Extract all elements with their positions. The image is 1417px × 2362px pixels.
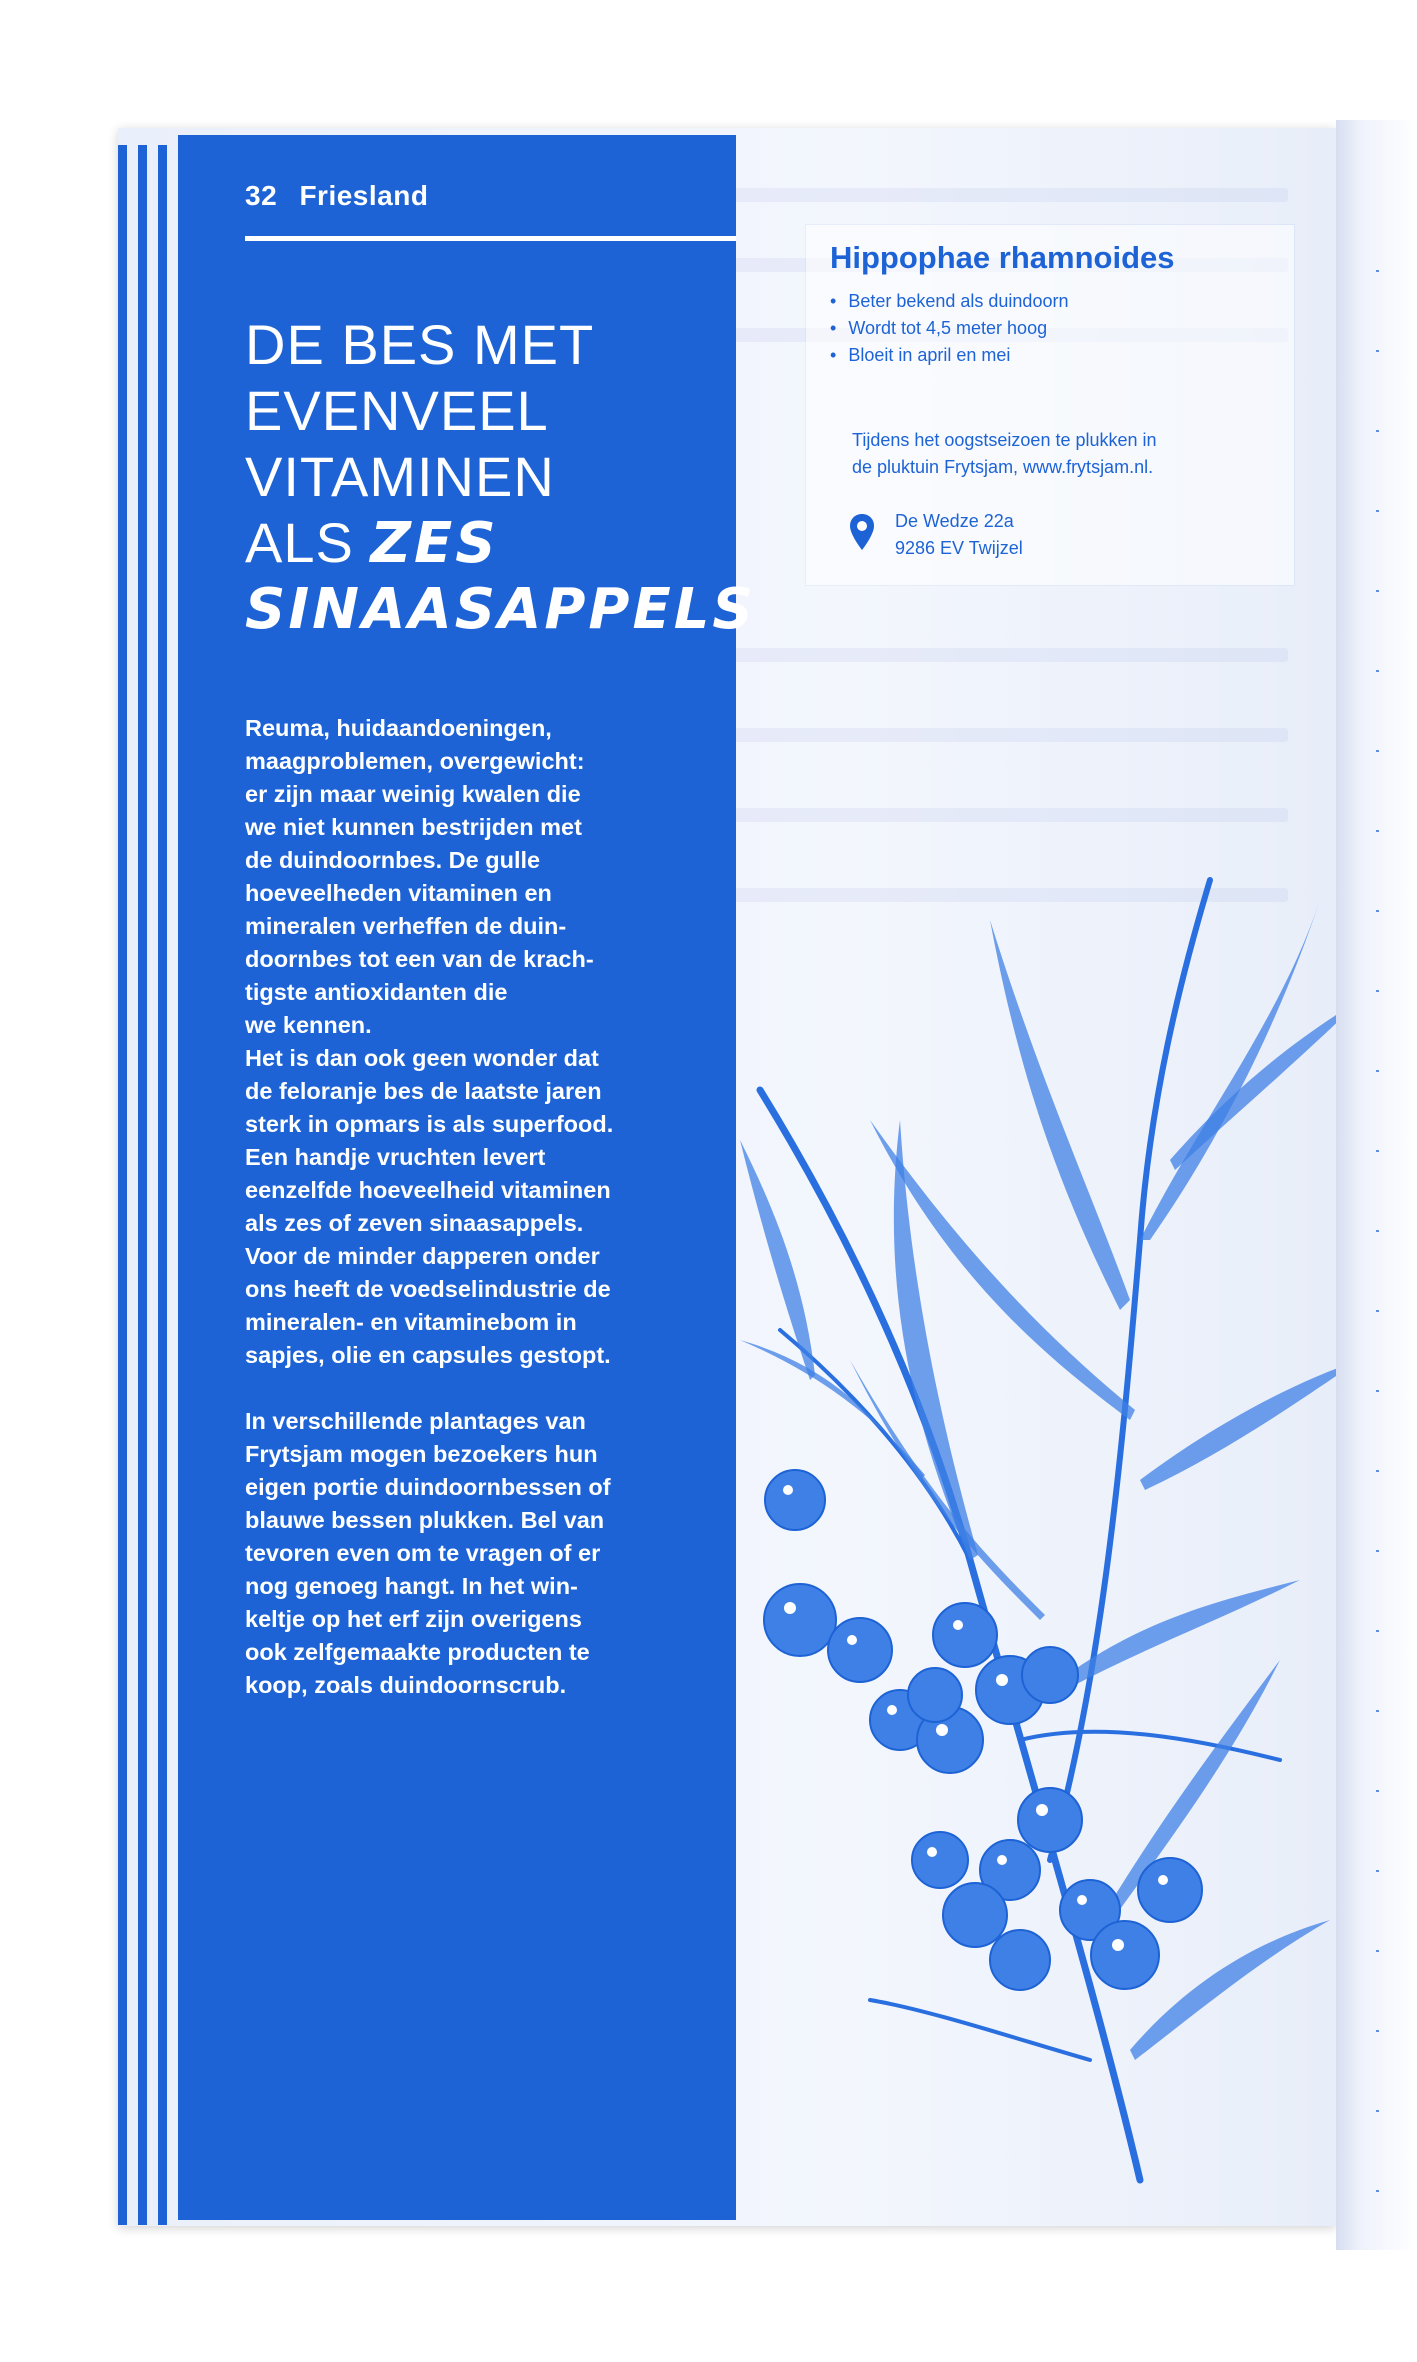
article-title	[245, 312, 756, 643]
address	[895, 508, 1023, 562]
side-branch	[870, 2000, 1090, 2060]
info-facts-list	[830, 288, 1068, 369]
next-page-marks	[1376, 270, 1379, 2220]
berries	[764, 1470, 1202, 1990]
sea-buckthorn-illustration	[720, 860, 1360, 2260]
faint-background-row	[728, 728, 1288, 742]
body-paragraph: Reuma, huidaandoeningen, maagproblemen, overgewicht: er zijn maar weinig kwalen die we niet kunnen bestrijden met de duindoornbes. De gulle hoeveelheden vitaminen en mineralen verheffen de duin- doornbes tot een van de krach- tigste antioxidanten die we kennen. Het is dan ook geen wonder dat de feloranje bes de laatste jaren sterk in opmars is als superfood. Een handje vruchten levert eenzelfde hoeveelheid vitaminen als zes of zeven sinaasappels. Voor de minder dapperen onder ons heeft de voedselindustrie de mineralen- en vitaminebom in sapjes, olie en capsules gestopt.	[245, 715, 614, 1368]
title-line: DE BES MET	[245, 313, 595, 376]
berry	[1018, 1788, 1082, 1852]
title-handwritten-line: SINAASAPPELS	[245, 577, 756, 642]
leaf	[1130, 1920, 1330, 2060]
body-paragraph: In verschillende plantages van Frytsjam mogen bezoekers hun eigen portie duindoornbessen of blauwe bessen plukken. Bel van tevoren even om te vragen of er nog genoeg hangt. In het win- keltje op het erf zijn overigens ook zelfgemaakte producten te koop, zoals duindoornscrub.	[245, 1408, 611, 1698]
leaf	[990, 920, 1130, 1310]
side-branch	[1020, 1732, 1280, 1760]
berry	[764, 1584, 836, 1656]
info-box	[806, 225, 1294, 585]
title-line: VITAMINEN	[245, 445, 555, 508]
article-body	[245, 712, 665, 1735]
title-handwritten-word: ZES	[370, 511, 499, 576]
berry	[1138, 1858, 1202, 1922]
address-street: De Wedze 22a	[895, 511, 1014, 531]
list-item: • Bloeit in april en mei	[830, 342, 1068, 369]
berry	[990, 1930, 1050, 1990]
title-line: EVENVEEL	[245, 379, 549, 442]
leaf	[1140, 1360, 1360, 1490]
leaves	[740, 900, 1360, 2060]
berry	[1091, 1921, 1159, 1989]
harvest-note: Tijdens het oogstseizoen te plukken in de pluktuin Frytsjam, www.frytsjam.nl.	[852, 430, 1157, 477]
berry	[1022, 1647, 1078, 1703]
address-postcode: 9286 EV Twijzel	[895, 538, 1023, 558]
list-item: • Wordt tot 4,5 meter hoog	[830, 315, 1068, 342]
info-box-title: Hippophae rhamnoides	[830, 240, 1175, 275]
leaf	[1140, 900, 1320, 1240]
faint-background-row	[728, 188, 1288, 202]
list-item: • Beter bekend als duindoorn	[830, 288, 1068, 315]
berry	[912, 1832, 968, 1888]
section-name: Friesland	[299, 180, 429, 211]
faint-background-row	[728, 648, 1288, 662]
title-line	[245, 510, 685, 577]
next-page-edge	[1336, 120, 1417, 2250]
running-header	[245, 180, 428, 212]
faint-background-row	[728, 808, 1288, 822]
page-number: 32	[245, 180, 278, 211]
decorative-stripe	[158, 145, 167, 2225]
berry	[943, 1883, 1007, 1947]
berry	[908, 1668, 962, 1722]
header-rule	[245, 236, 736, 241]
decorative-stripe	[138, 145, 147, 2225]
berry	[765, 1470, 825, 1530]
berry	[933, 1603, 997, 1667]
decorative-stripe	[118, 145, 127, 2225]
title-word: ALS	[245, 511, 354, 574]
location-pin-icon	[849, 513, 875, 551]
berry	[828, 1618, 892, 1682]
